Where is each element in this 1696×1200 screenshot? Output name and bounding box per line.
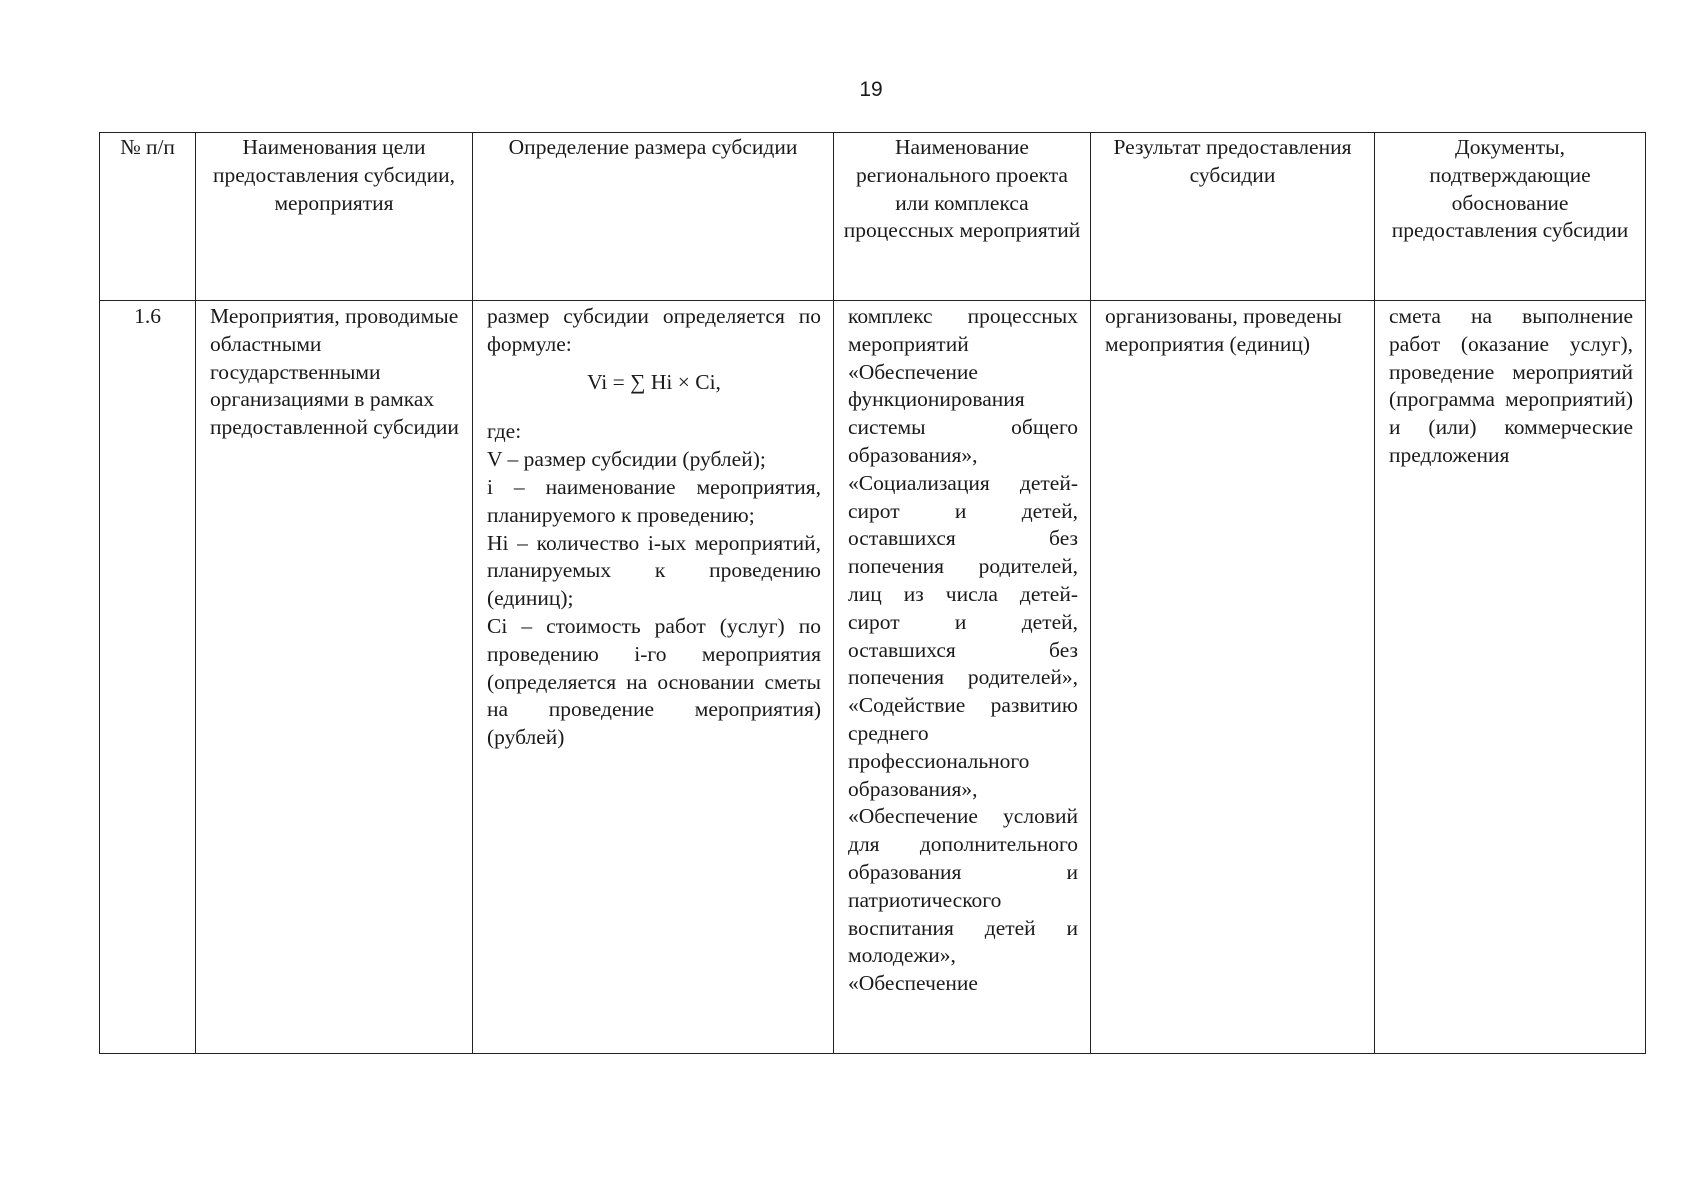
definition-ci: Ci – стоимость работ (услуг) по проведению i-го мероприятия (определяется на основании сметы на проведение мероприятия) (рублей) [487, 613, 821, 750]
table-header-row [100, 133, 1646, 301]
subsidy-formula: Vi = ∑ Hi × Ci, [587, 369, 721, 394]
row-number: 1.6 [100, 301, 196, 1054]
size-cell [473, 301, 834, 1054]
where-label: где: [487, 419, 522, 444]
header-result: Результат предоставления субсидии [1091, 133, 1375, 301]
definition-hi: Hi – количество i-ых мероприятий, планируемых к проведению (единиц); [487, 530, 821, 611]
result-cell: организованы, проведены мероприятия (единиц) [1091, 301, 1375, 1054]
header-documents: Документы, подтверждающие обоснование предоставления субсидии [1375, 133, 1646, 301]
definition-v: V – размер субсидии (рублей); [487, 447, 766, 472]
definition-i: i – наименование мероприятия, планируемого к проведению; [487, 474, 821, 527]
header-number: № п/п [100, 133, 196, 301]
subsidy-table [99, 132, 1646, 1054]
page-number: 19 [859, 78, 883, 101]
documents-cell: смета на выполнение работ (оказание услуг), проведение мероприятий (программа мероприятий) и (или) коммерческие предложения [1375, 301, 1646, 1054]
size-intro: размер субсидии определяется по формуле: [487, 304, 821, 356]
header-size: Определение размера субсидии [473, 133, 834, 301]
project-cell: комплекс процессных мероприятий «Обеспечение функционирования системы общего образования», «Социализация детей-сирот и детей, оставшихся без попечения родителей, лиц из числа детей-сирот и детей, оставшихся без попечения родителей», «Содействие развитию среднего профессионального образования», «Обеспечение условий для дополнительного образования и патриотического воспитания детей и молодежи», «Обеспечение [834, 301, 1091, 1054]
table-row [100, 301, 1646, 1054]
header-project: Наименование регионального проекта или комплекса процессных мероприятий [834, 133, 1091, 301]
header-goal: Наименования цели предоставления субсидии, мероприятия [196, 133, 473, 301]
goal-cell: Мероприятия, проводимые областными государственными организациями в рамках предоставленной субсидии [196, 301, 473, 1054]
